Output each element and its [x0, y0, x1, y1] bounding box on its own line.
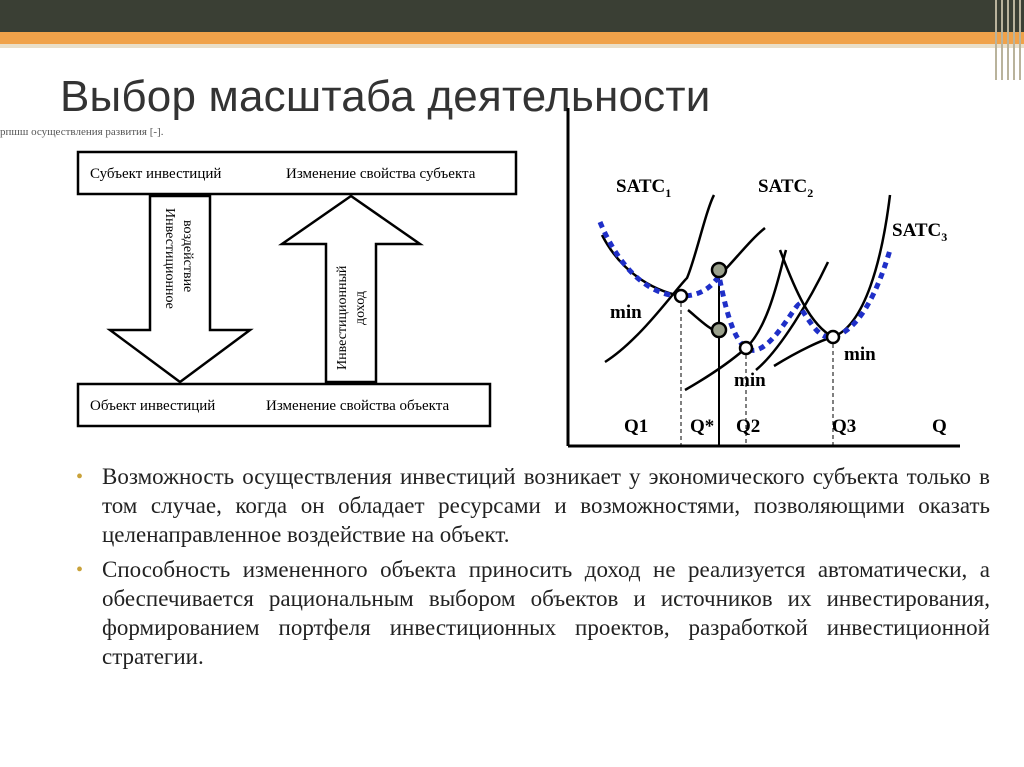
satc1-left: [602, 235, 681, 296]
header-bar-dark: [0, 0, 1024, 32]
scan-fragment: рпшш осуществления развития [-].: [0, 126, 164, 138]
min-point-3: [827, 331, 839, 343]
axis-label-q3: Q3: [832, 416, 857, 437]
bullet-item-1: [76, 462, 990, 549]
axis-label-qstar: Q*: [690, 416, 715, 437]
bullet-dot-icon: •: [76, 559, 84, 581]
tangency-point-lower: [712, 323, 726, 337]
down-arrow-icon: [110, 196, 250, 382]
header-bar-light: [0, 44, 1024, 48]
axis-label-q: Q: [932, 416, 947, 437]
satc1-label: $SATC_1$: [616, 176, 672, 200]
bullet-dot-icon: •: [76, 466, 84, 488]
top-box-left-label: Субъект инвестиций: [90, 166, 222, 182]
page-title: Выбор масштаба деятельности: [60, 72, 711, 121]
min-label-2: min: [734, 370, 766, 391]
corner-decoration: [992, 0, 1024, 80]
bottom-box-left-label: Объект инвестиций: [90, 398, 216, 414]
satc2-label: $SATC_2$: [758, 176, 814, 200]
top-box-right-label: Изменение свойства субъекта: [286, 166, 476, 182]
satc-diagram: [560, 100, 990, 460]
down-arrow-label-1: Инвестиционное: [162, 208, 177, 309]
down-arrow-label-2: воздействие: [180, 220, 195, 293]
min-label-3: min: [844, 344, 876, 365]
bottom-box-right-label: Изменение свойства объекта: [266, 398, 450, 414]
satc3-left: [780, 250, 833, 337]
up-arrow-icon: [282, 196, 420, 382]
bullet-list: [76, 462, 990, 677]
min-point-2: [740, 342, 752, 354]
bullet-text-2: Способность измененного объекта приносить доход не реализуется автоматически, а обеспечивается рациональным выбором объектов и источников их инвестирования, формированием портфеля инвестиционных проектов, разработкой инвестиционной стратегии.: [102, 557, 990, 669]
bullet-item-2: [76, 555, 990, 671]
min-point-1: [675, 290, 687, 302]
bullet-text-1: Возможность осуществления инвестиций возникает у экономического субъекта только в том случае, когда он обладает ресурсами и возможностями, позволяющими оказать целенаправленное воздействие на объект.: [102, 464, 990, 547]
up-arrow-label-1: Инвестиционный: [335, 265, 350, 370]
min-label-1: min: [610, 302, 642, 323]
axis-label-q1: Q1: [624, 416, 649, 437]
lrac-envelope: [600, 222, 890, 350]
axis-label-q2: Q2: [736, 416, 761, 437]
tangency-point-upper: [712, 263, 726, 277]
up-arrow-label-2: доход: [353, 291, 368, 325]
satc1-curve: [605, 195, 714, 362]
header-bar-orange: [0, 32, 1024, 44]
investment-flow-diagram: [0, 120, 540, 440]
satc3-label: $SATC_3$: [892, 220, 948, 244]
